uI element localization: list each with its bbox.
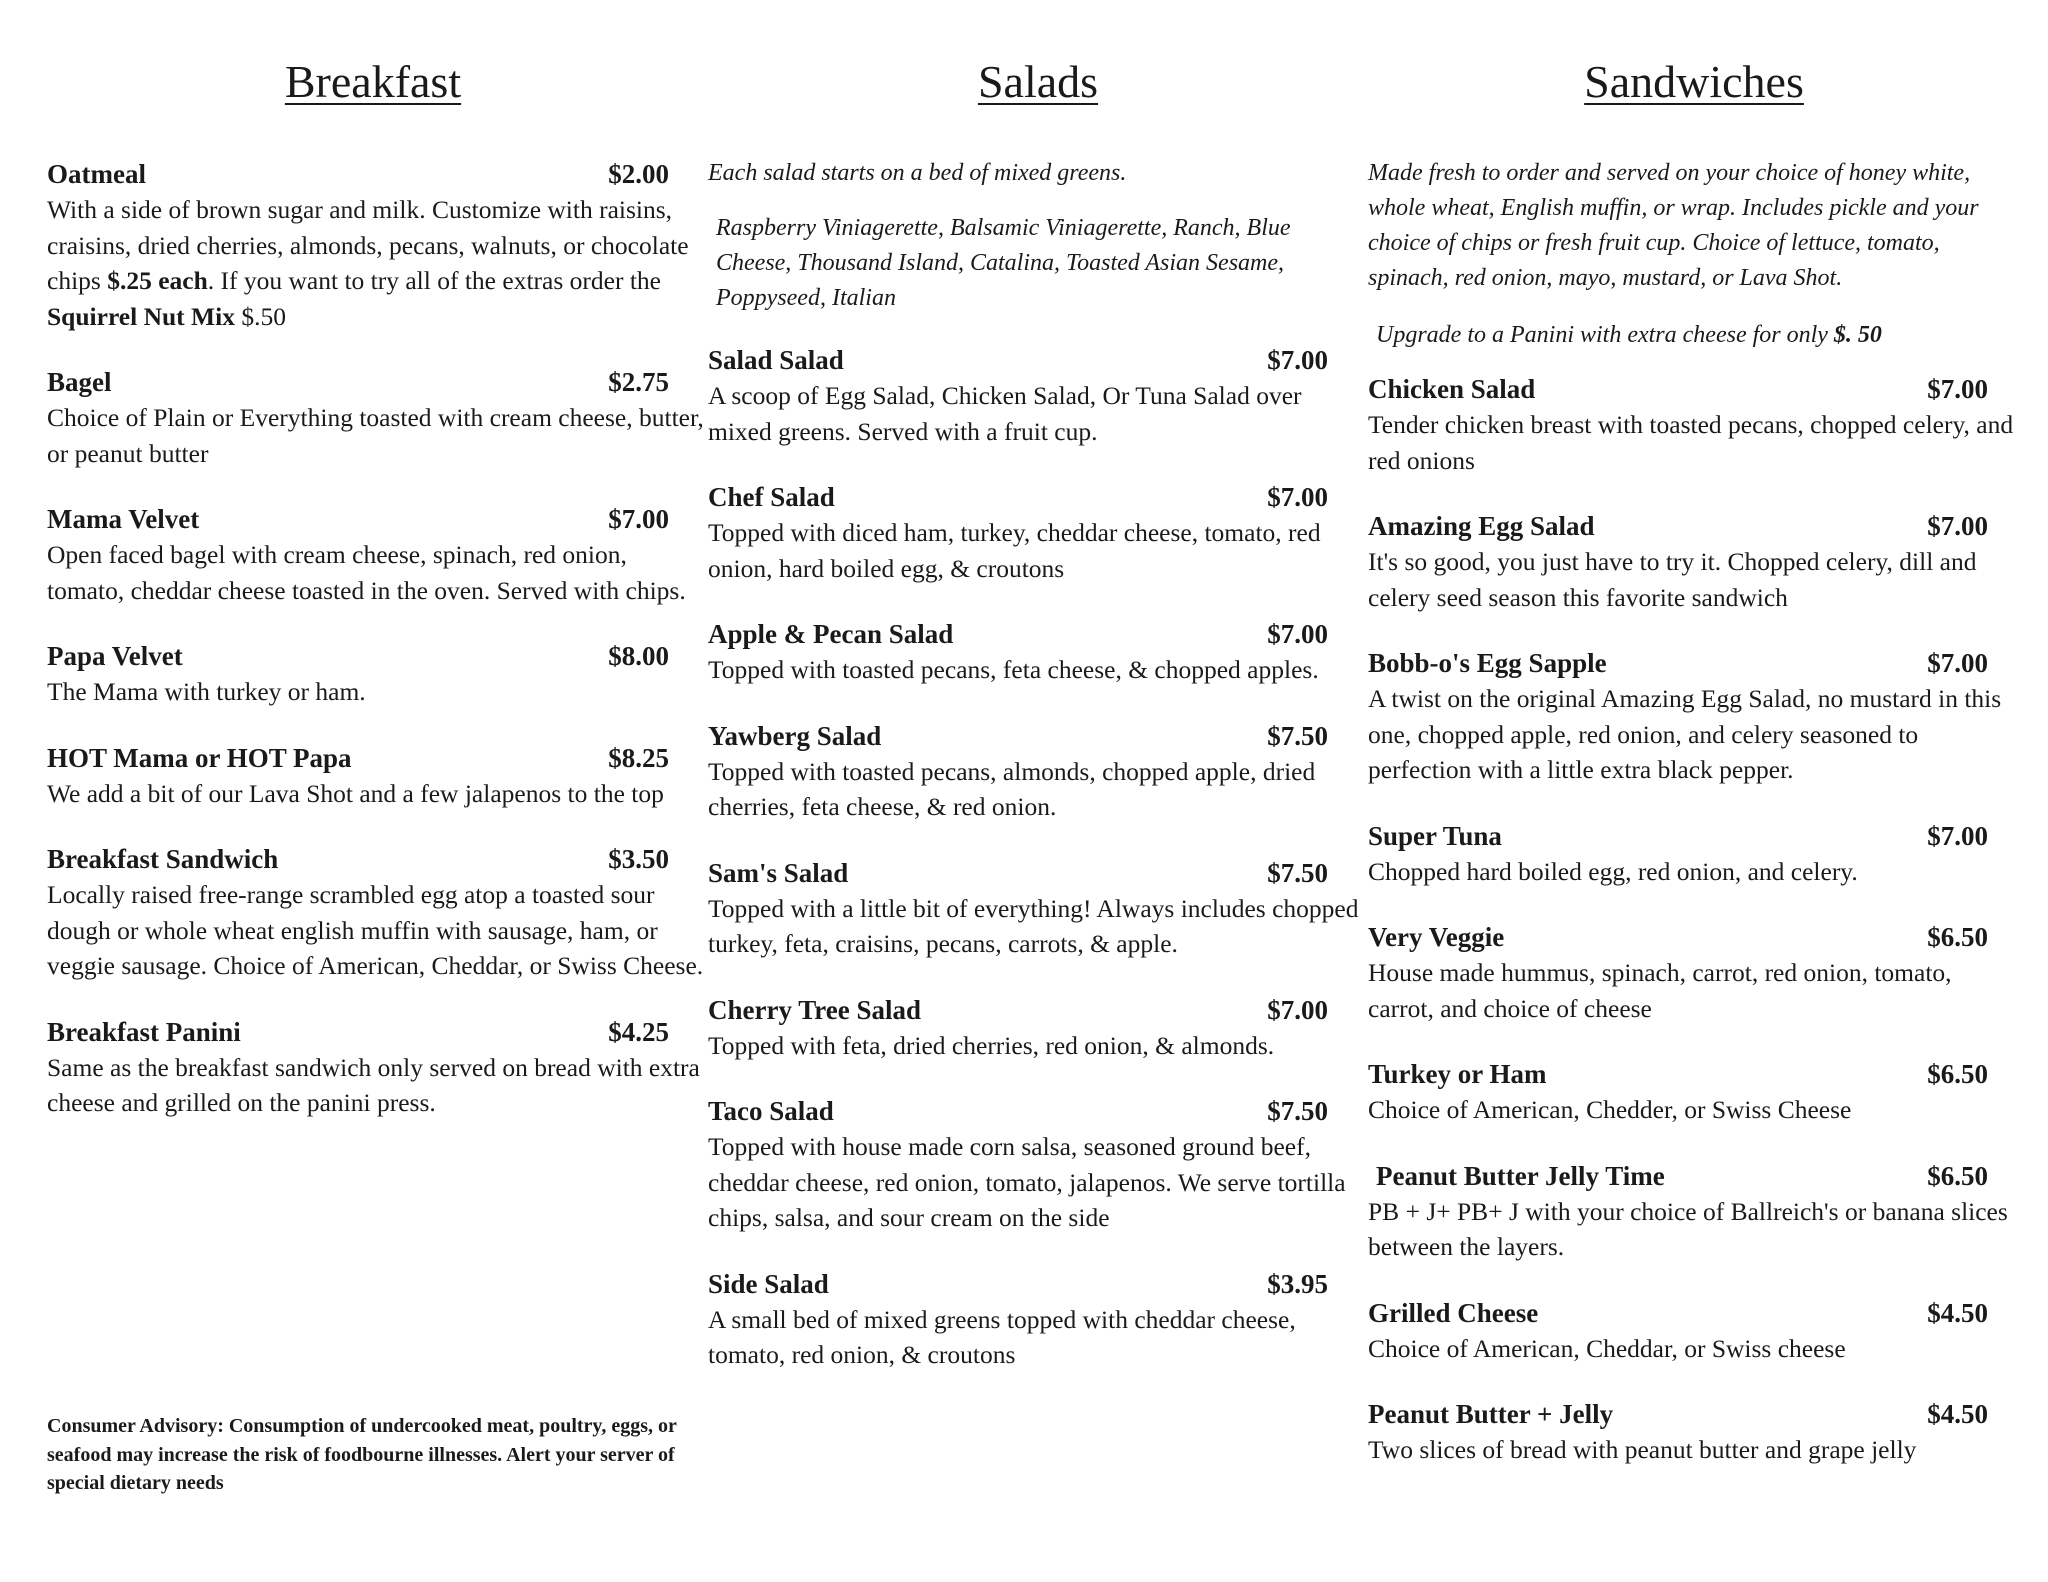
item-description: A small bed of mixed greens topped with cheddar cheese, tomato, red onion, & croutons [708,1304,1296,1369]
item-description: Topped with feta, dried cherries, red onion, & almonds. [708,1030,1275,1060]
desc-part: With a side of brown sugar and milk. Customize with raisins, craisins, dried cherries, almonds, pecans, walnuts, or chocolate chips [47,195,689,295]
item-description: A twist on the original Amazing Egg Salad, no mustard in this one, chopped apple, red onion, and celery seasoned to perfection with a little extra black pepper. [1368,684,2002,784]
item-description: Choice of Plain or Everything toasted with cream cheese, butter, or peanut butter [47,403,704,468]
item-description: Choice of American, Chedder, or Swiss Cheese [1368,1095,1852,1124]
menu-item [708,616,1368,688]
item-price: $7.00 [1267,994,1328,1025]
item-description: Same as the breakfast sandwich only served on bread with extra cheese and grilled on the panini press. [47,1052,700,1117]
menu-item [47,740,707,812]
menu-item [1368,508,2020,615]
item-price: $6.50 [1927,1059,1988,1089]
item-header [1368,1158,1988,1194]
menu-item [47,638,707,710]
item-header [708,1266,1328,1302]
menu-item [708,1266,1368,1373]
item-description [47,192,707,334]
desc-part: . If you want to try all of the extras order the [207,266,661,295]
item-description: A scoop of Egg Salad, Chicken Salad, Or Tuna Salad over mixed greens. Served with a fruit cup. [708,381,1302,446]
item-name: HOT Mama or HOT Papa [47,742,352,773]
menu-item [708,342,1368,449]
item-name: Side Salad [708,1268,829,1299]
menu-item [47,841,707,984]
item-price: $3.50 [608,844,669,874]
item-name: Bobb-o's Egg Sapple [1368,648,1607,678]
item-name: Amazing Egg Salad [1368,511,1595,541]
item-name: Sam's Salad [708,857,849,888]
item-header [708,992,1328,1028]
item-name: Salad Salad [708,345,844,375]
menu-item [1368,371,2020,478]
item-description: Topped with a little bit of everything! Always includes chopped turkey, feta, craisins, pecans, carrots, & apple. [708,893,1359,958]
item-price: $4.50 [1927,1399,1988,1429]
panini-upgrade [1368,318,2020,353]
item-name: Yawberg Salad [708,720,882,751]
menu-item [47,156,707,334]
item-name: Papa Velvet [47,641,183,671]
item-header [1368,818,1988,854]
item-header [708,855,1328,891]
item-price: $6.50 [1927,1160,1988,1191]
item-description: Tender chicken breast with toasted pecans, chopped celery, and red onions [1368,410,2014,475]
item-header [708,479,1328,515]
item-price: $7.00 [1927,511,1988,541]
item-header [1368,1056,1988,1092]
item-description: Topped with toasted pecans, almonds, chopped apple, dried cherries, feta cheese, & red onion. [708,756,1316,821]
item-header [708,718,1328,754]
menu-item [1368,1295,2020,1367]
breakfast-column [47,48,707,1151]
item-description: It's so good, you just have to try it. Chopped celery, dill and celery seed season this favorite sandwich [1368,547,1977,612]
item-description: We add a bit of our Lava Shot and a few jalapenos to the top [47,778,664,808]
item-header [47,501,669,537]
item-description: Two slices of bread with peanut butter and grape jelly [1368,1435,1917,1464]
item-name: Taco Salad [708,1096,834,1126]
item-header [708,616,1328,652]
menu-item [708,855,1368,962]
item-name: Oatmeal [47,159,146,189]
item-price: $8.25 [608,742,669,773]
item-header [47,841,669,877]
menu-item [1368,645,2020,788]
sandwiches-column [1368,48,2020,1498]
item-name: Mama Velvet [47,504,200,534]
item-header [1368,371,1988,407]
item-header [47,1014,669,1050]
item-price: $7.50 [1267,857,1328,888]
menu-item [708,1093,1368,1236]
item-name: Cherry Tree Salad [708,994,921,1025]
desc-part-bold: Squirrel Nut Mix [47,301,235,331]
menu-item [47,501,707,608]
item-description: Locally raised free-range scrambled egg atop a toasted sour dough or whole wheat english muffin with sausage, ham, or veggie sausage. Choice of American, Cheddar, or Swiss Cheese. [47,880,704,980]
menu-item [708,992,1368,1064]
item-price: $7.00 [1927,648,1988,678]
item-name: Peanut Butter + Jelly [1368,1399,1614,1429]
item-price: $2.75 [608,367,669,397]
item-header [708,342,1328,378]
desc-part: $.50 [234,301,286,331]
menu-item [1368,919,2020,1026]
item-price: $7.50 [1267,720,1328,751]
item-header [47,740,669,776]
item-header [47,156,669,192]
dressing-list: Raspberry Viniagerette, Balsamic Viniagerette, Ranch, Blue Cheese, Thousand Island, Catalina, Toasted Asian Sesame, Poppyseed, Italian [716,215,1291,311]
item-price: $6.50 [1927,922,1988,952]
item-price: $4.50 [1927,1297,1988,1328]
item-price: $2.00 [608,159,669,189]
item-header [1368,508,1988,544]
item-name: Super Tuna [1368,820,1502,851]
item-price: $7.00 [1267,482,1328,512]
item-header [47,364,669,400]
item-price: $7.00 [1927,820,1988,851]
item-price: $8.00 [608,641,669,671]
item-description: House made hummus, spinach, carrot, red onion, tomato, carrot, and choice of cheese [1368,958,1952,1023]
menu-item [1368,818,2020,890]
menu-item [47,1014,707,1121]
item-price: $7.00 [608,504,669,534]
item-name: Peanut Butter Jelly Time [1376,1160,1665,1191]
item-price: $7.00 [1927,374,1988,404]
menu-item [708,718,1368,825]
menu-item [1368,1056,2020,1128]
item-description: Open faced bagel with cream cheese, spinach, red onion, tomato, cheddar cheese toasted in the oven. Served with chips. [47,540,686,605]
item-name: Bagel [47,367,112,397]
item-price: $7.00 [1267,619,1328,649]
item-header [1368,919,1988,955]
item-price: $3.95 [1267,1268,1328,1299]
item-description: The Mama with turkey or ham. [47,677,366,706]
item-header [1368,1295,1988,1331]
consumer-advisory: Consumer Advisory: Consumption of undercooked meat, poultry, eggs, or seafood may increase the risk of foodbourne illnesses. Alert your server of special dietary needs [47,1415,677,1494]
item-header [1368,645,1988,681]
item-name: Breakfast Sandwich [47,844,279,874]
item-name: Very Veggie [1368,922,1505,952]
item-header [1368,1396,1988,1432]
salads-column [708,48,1368,1403]
salads-title: Salads [977,56,1099,107]
item-description: Choice of American, Cheddar, or Swiss cheese [1368,1333,1846,1363]
menu-item [1368,1158,2020,1265]
item-header [47,638,669,674]
sandwiches-title: Sandwiches [1584,56,1804,107]
item-price: $7.00 [1267,345,1328,375]
item-name: Grilled Cheese [1368,1297,1539,1328]
item-header [708,1093,1328,1129]
item-name: Chef Salad [708,482,835,512]
panini-upgrade-price: $. 50 [1833,322,1882,348]
item-name: Turkey or Ham [1368,1059,1547,1089]
item-description: Chopped hard boiled egg, red onion, and celery. [1368,856,1858,886]
menu-item [708,479,1368,586]
item-description: Topped with diced ham, turkey, cheddar cheese, tomato, red onion, hard boiled egg, & croutons [708,518,1321,583]
salads-intro: Each salad starts on a bed of mixed greens. [708,160,1127,186]
item-name: Breakfast Panini [47,1016,241,1047]
item-description: Topped with toasted pecans, feta cheese, & chopped apples. [708,655,1319,684]
item-description: PB + J+ PB+ J with your choice of Ballreich's or banana slices between the layers. [1368,1196,2008,1261]
item-price: $7.50 [1267,1096,1328,1126]
menu-item [47,364,707,471]
breakfast-title: Breakfast [284,56,462,107]
item-description: Topped with house made corn salsa, seasoned ground beef, cheddar cheese, red onion, tomato, jalapenos. We serve tortilla chips, salsa, and sour cream on the side [708,1132,1346,1232]
item-name: Apple & Pecan Salad [708,619,954,649]
menu-item [1368,1396,2020,1468]
sandwiches-intro: Made fresh to order and served on your choice of honey white, whole wheat, English muffin, or wrap. Includes pickle and your choice of chips or fresh fruit cup. Choice of lettuce, tomato, spinach, red onion, mayo, mustard, or Lava Shot. [1368,160,1979,291]
panini-upgrade-text: Upgrade to a Panini with extra cheese for only [1376,322,1834,348]
item-name: Chicken Salad [1368,374,1536,404]
item-price: $4.25 [608,1016,669,1047]
desc-part-bold: $.25 each [107,266,208,295]
